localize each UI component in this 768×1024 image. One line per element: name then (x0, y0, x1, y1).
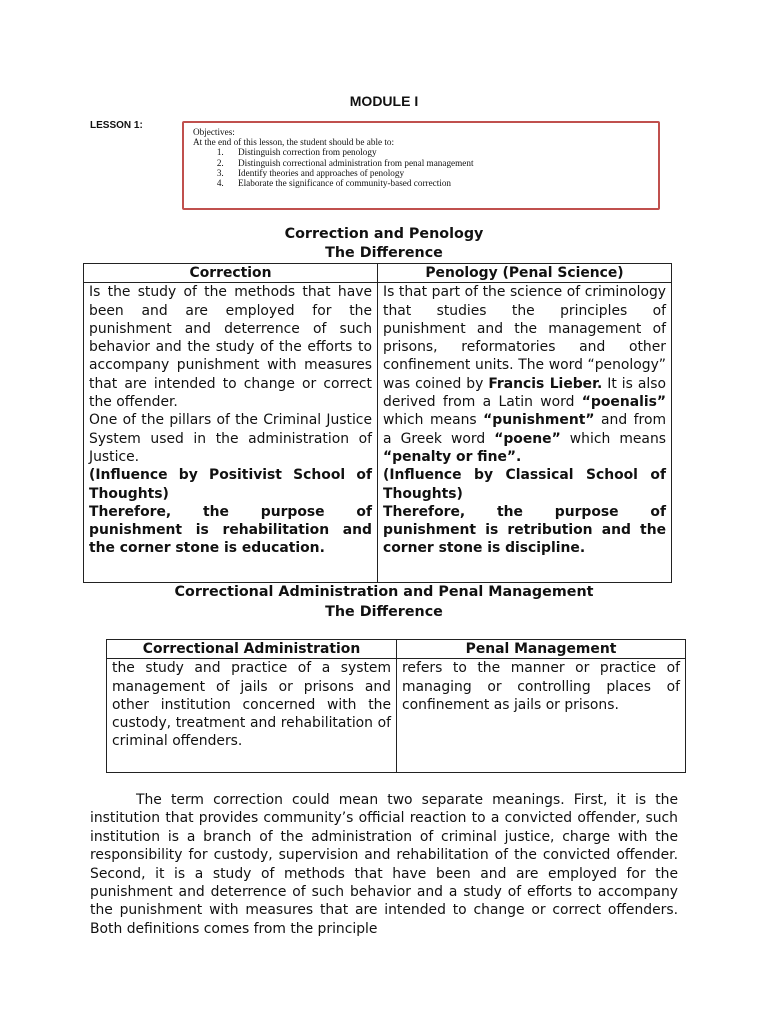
penology-header: Penology (Penal Science) (378, 264, 672, 283)
correction-purpose: Therefore, the purpose of punishment is rehabilitation and the corner stone is education. (89, 503, 372, 557)
section1-subtitle: The Difference (325, 245, 443, 261)
penal-management-cell: refers to the manner or practice of managing or controlling places of confinement as jails or prisons. (397, 659, 686, 773)
objectives-list (193, 147, 658, 188)
objective-item: 2. Distinguish correctional administration from penal management (226, 158, 658, 168)
lesson-label: LESSON 1: (90, 120, 143, 131)
objectives-intro: At the end of this lesson, the student should be able to: (193, 137, 395, 148)
section2-subtitle: The Difference (325, 604, 443, 620)
admin-management-table (106, 639, 686, 773)
objective-item: 4. Elaborate the significance of community-based correction (226, 178, 658, 188)
section1-title: Correction and Penology (284, 226, 484, 242)
correction-definition: Is the study of the methods that have been and are employed for the punishment and deterrence of such behavior and the study of the efforts to accompany punishment with measures that are intended to change or correct the offender. (89, 284, 372, 411)
correction-penology-table (83, 263, 672, 583)
objectives-heading: Objectives: (193, 127, 235, 137)
objective-item: 1. Distinguish correction from penology (226, 147, 658, 157)
correction-cell (84, 283, 378, 583)
correctional-administration-header: Correctional Administration (107, 640, 397, 659)
penology-cell (378, 283, 672, 583)
correction-influence: (Influence by Positivist School of Thoughts) (89, 467, 372, 502)
body-paragraph: The term correction could mean two separate meanings. First, it is the institution that provides community’s official reaction to a convicted offender, such institution is a branch of the administration of criminal justice, charge with the responsibility for custody, supervision and rehabilitation of the convicted offender. Second, it is a study of methods that have been and are employed for the punishment and deterrence of such behavior and a study of efforts to accompany the punishment with measures that are intended to change or correct offenders. Both definitions comes from the principle (90, 792, 678, 937)
objective-item: 3. Identify theories and approaches of penology (226, 168, 658, 178)
correctional-administration-cell: the study and practice of a system management of jails or prisons and other institution concerned with the custody, treatment and rehabilitation of criminal offenders. (107, 659, 397, 773)
correction-header: Correction (84, 264, 378, 283)
module-title: MODULE I (349, 93, 419, 109)
penal-management-header: Penal Management (397, 640, 686, 659)
penology-purpose: Therefore, the purpose of punishment is retribution and the corner stone is discipline. (383, 503, 666, 557)
correction-pillar: One of the pillars of the Criminal Justice System used in the administration of Justice. (89, 412, 372, 465)
objectives-box (182, 121, 660, 210)
penology-influence: (Influence by Classical School of Thoughts) (383, 467, 666, 502)
penology-definition: Is that part of the science of criminology that studies the principles of punishment and the management of prisons, reformatories and other confinement units. The word “penology” was coined by Francis Lieber. It is also derived from a Latin word “poenalis” which means “punishment” and from a Greek word “poene” which means “penalty or fine”. (383, 284, 666, 465)
section2-title: Correctional Administration and Penal Management (174, 584, 594, 600)
